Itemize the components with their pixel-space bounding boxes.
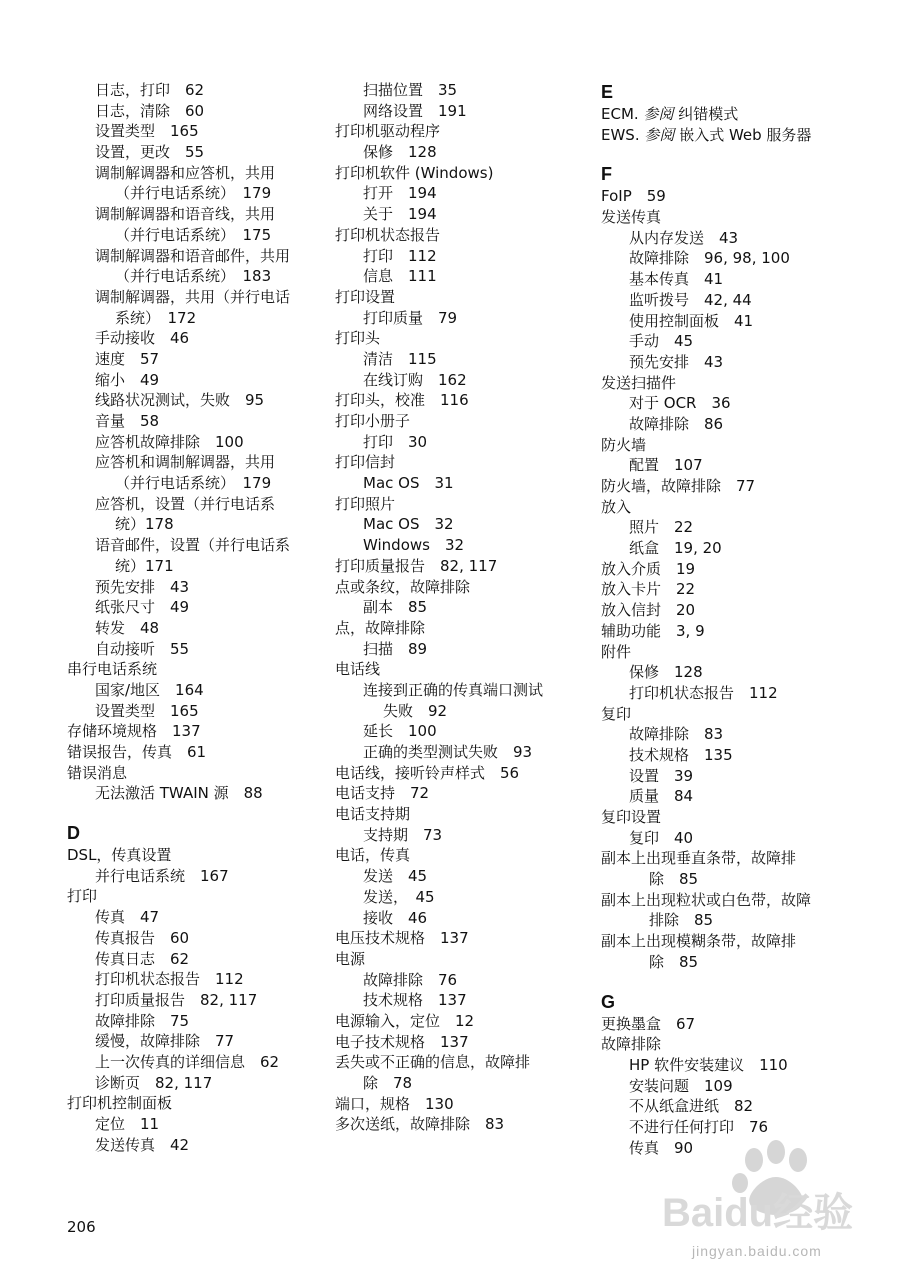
index-subentry: 无法激活 TWAIN 源 88 xyxy=(95,784,263,803)
index-subentry: 清洁 115 xyxy=(363,349,437,368)
index-subentry: 故障排除 76 xyxy=(363,970,458,989)
index-subentry: 统）178 xyxy=(115,515,174,534)
index-subentry: 安装问题 109 xyxy=(629,1076,733,1095)
index-entry: 辅助功能 3, 9 xyxy=(601,621,705,640)
page-number: 206 xyxy=(67,1218,96,1236)
index-subentry: 对于 OCR 36 xyxy=(629,394,731,413)
entry-term: EWS. xyxy=(601,125,640,144)
index-subentry: 传真 47 xyxy=(95,908,160,927)
index-entry: 电话线，接听铃声样式 56 xyxy=(335,763,520,782)
index-subentry: 照片 22 xyxy=(629,518,694,537)
index-subentry: 配置 107 xyxy=(629,456,703,475)
index-entry: 串行电话系统 xyxy=(67,660,158,679)
index-entry: 发送扫描件 xyxy=(601,373,677,392)
index-entry: 发送传真 xyxy=(601,208,662,227)
index-entry: 点或条纹，故障排除 xyxy=(335,577,471,596)
index-subentry: 语音邮件，设置（并行电话系 xyxy=(95,536,291,555)
index-subentry: 不进行任何打印 76 xyxy=(629,1117,769,1136)
index-entry: 复印设置 xyxy=(601,808,662,826)
index-entry xyxy=(601,125,911,146)
index-subentry: 定位 11 xyxy=(95,1115,160,1133)
index-subentry: 自动接听 55 xyxy=(95,639,190,658)
index-entry: 点，故障排除 xyxy=(335,618,426,637)
index-subentry: 保修 128 xyxy=(363,143,437,162)
index-subentry: 质量 84 xyxy=(629,787,694,806)
index-subentry: 除 85 xyxy=(649,870,699,889)
index-entry: 打印机驱动程序 xyxy=(335,122,441,141)
index-subentry: （并行电话系统） 183 xyxy=(115,267,272,286)
index-subentry: 关于 194 xyxy=(363,205,437,224)
index-letter-heading: F xyxy=(601,164,612,185)
index-entry: 电压技术规格 137 xyxy=(335,929,469,948)
index-entry: 更换墨盒 67 xyxy=(601,1014,696,1033)
index-entry: FoIP 59 xyxy=(601,187,666,206)
index-subentry: 音量 58 xyxy=(95,412,160,430)
index-subentry: 发送传真 42 xyxy=(95,1135,190,1154)
index-subentry: 打印机状态报告 112 xyxy=(95,970,244,989)
index-subentry: 诊断页 82, 117 xyxy=(95,1073,213,1092)
index-entry: 打印信封 xyxy=(335,453,396,472)
index-subentry: 支持期 73 xyxy=(363,825,443,844)
index-subentry: 调制解调器和语音邮件，共用 xyxy=(95,246,291,265)
index-subentry: 副本 85 xyxy=(363,598,428,617)
index-subentry: 正确的类型测试失败 93 xyxy=(363,743,533,761)
index-subentry: 预先安排 43 xyxy=(629,352,724,371)
index-subentry: 转发 48 xyxy=(95,618,160,637)
index-subentry: 传真 90 xyxy=(629,1138,694,1157)
index-subentry: 设置，更改 55 xyxy=(95,143,205,162)
entry-term: ECM. xyxy=(601,105,639,123)
index-letter-heading: D xyxy=(67,823,80,844)
index-entry: 防火墙 xyxy=(601,435,647,454)
index-subentry: 统）171 xyxy=(115,556,174,575)
index-entry: 丢失或不正确的信息，故障排 xyxy=(335,1053,531,1072)
index-subentry: 基本传真 41 xyxy=(629,270,724,289)
index-subentry: 打印 112 xyxy=(363,246,437,265)
index-subentry: 扫描 89 xyxy=(363,639,428,658)
index-column-3 xyxy=(601,80,911,1158)
index-subentry: 故障排除 96, 98, 100 xyxy=(629,249,790,268)
index-subentry: 纸张尺寸 49 xyxy=(95,598,190,617)
index-subentry: （并行电话系统） 179 xyxy=(115,474,272,493)
index-subentry: 在线订购 162 xyxy=(363,370,467,389)
index-subentry: 缩小 49 xyxy=(95,370,160,389)
index-subentry: 延长 100 xyxy=(363,722,437,741)
index-entry: 副本上出现模糊条带，故障排 xyxy=(601,932,797,951)
index-subentry: 连接到正确的传真端口测试 xyxy=(363,680,544,699)
index-entry: 错误报告，传真 61 xyxy=(67,743,207,761)
index-subentry: 调制解调器和语音线，共用 xyxy=(95,205,276,224)
index-subentry: Mac OS 31 xyxy=(363,474,454,493)
index-entry: 故障排除 xyxy=(601,1035,662,1054)
index-subentry: （并行电话系统） 179 xyxy=(115,184,272,203)
index-entry: 放入信封 20 xyxy=(601,601,696,620)
index-entry: 电话支持期 xyxy=(335,805,411,824)
index-subentry: 设置类型 165 xyxy=(95,122,199,141)
index-subentry: Mac OS 32 xyxy=(363,515,454,534)
index-subentry: 设置类型 165 xyxy=(95,701,199,720)
index-subentry: HP 软件安装建议 110 xyxy=(629,1055,788,1074)
see-target: 嵌入式 Web 服务器 xyxy=(679,125,812,144)
index-subentry: 不从纸盒进纸 82 xyxy=(629,1097,754,1116)
index-subentry: 手动接收 46 xyxy=(95,329,190,348)
index-subentry: 失败 92 xyxy=(383,701,448,720)
index-subentry: 手动 45 xyxy=(629,332,694,351)
index-subentry: 应答机和调制解调器，共用 xyxy=(95,453,276,472)
index-subentry: 信息 111 xyxy=(363,267,437,286)
index-subentry: 故障排除 86 xyxy=(629,414,724,433)
index-letter-heading: E xyxy=(601,82,614,102)
index-subentry: 传真日志 62 xyxy=(95,949,190,968)
index-subentry: 接收 46 xyxy=(363,908,428,927)
index-subentry: 保修 128 xyxy=(629,663,703,682)
index-subentry: 除 85 xyxy=(649,952,699,971)
index-subentry: 缓慢，故障排除 77 xyxy=(95,1032,235,1051)
index-subentry: 网络设置 191 xyxy=(363,101,467,120)
index-subentry: 技术规格 137 xyxy=(363,991,467,1010)
index-subentry: 应答机，设置（并行电话系 xyxy=(95,494,276,513)
index-subentry: 并行电话系统 167 xyxy=(95,866,229,885)
index-subentry: 从内存发送 43 xyxy=(629,228,739,247)
index-subentry: 上一次传真的详细信息 62 xyxy=(95,1052,280,1071)
baidu-jingyan-watermark xyxy=(662,1138,892,1263)
index-entry: 端口，规格 130 xyxy=(335,1094,454,1113)
index-entry: 打印小册子 xyxy=(335,412,411,430)
index-subentry: 打印质量报告 82, 117 xyxy=(95,990,258,1009)
index-subentry: 监听拨号 42, 44 xyxy=(629,290,752,309)
index-subentry: 除 78 xyxy=(363,1074,413,1092)
index-entry: 存储环境规格 137 xyxy=(67,722,201,741)
index-entry: 电源 xyxy=(335,949,366,968)
index-entry: 电子技术规格 137 xyxy=(335,1032,469,1051)
see-reference: 参阅 xyxy=(643,105,674,123)
index-column-2 xyxy=(335,80,593,1135)
see-reference: 参阅 xyxy=(644,125,675,144)
index-subentry: 传真报告 60 xyxy=(95,928,190,947)
index-entry: 打印质量报告 82, 117 xyxy=(335,556,498,575)
index-entry: 附件 xyxy=(601,642,632,661)
index-subentry: 速度 57 xyxy=(95,349,160,368)
index-subentry: 调制解调器和应答机，共用 xyxy=(95,163,276,182)
index-subentry: 技术规格 135 xyxy=(629,745,733,764)
index-subentry: 线路状况测试，失败 95 xyxy=(95,391,265,410)
index-entry: 副本上出现粒状或白色带，故障 xyxy=(601,890,812,909)
index-entry: 放入介质 19 xyxy=(601,559,696,578)
index-subentry: 发送， 45 xyxy=(363,887,435,906)
index-entry: 副本上出现垂直条带，故障排 xyxy=(601,849,797,868)
index-entry: 放入卡片 22 xyxy=(601,580,696,599)
index-column-1 xyxy=(67,80,325,1155)
index-subentry: 发送 45 xyxy=(363,867,428,886)
index-subentry: 打印质量 79 xyxy=(363,308,458,327)
index-entry: 电话线 xyxy=(335,660,381,679)
index-subentry: 应答机故障排除 100 xyxy=(95,432,244,451)
index-subentry: 调制解调器，共用（并行电话 xyxy=(95,287,291,306)
index-subentry: 使用控制面板 41 xyxy=(629,311,754,330)
index-entry: 打印 xyxy=(67,887,98,906)
index-subentry: 故障排除 75 xyxy=(95,1011,190,1030)
index-entry: 电话支持 72 xyxy=(335,784,430,803)
index-entry: 打印设置 xyxy=(335,287,396,306)
index-entry: 放入 xyxy=(601,497,632,516)
index-subentry: 国家/地区 164 xyxy=(95,680,204,699)
index-entry: 防火墙，故障排除 77 xyxy=(601,477,756,495)
index-entry: 复印 xyxy=(601,704,632,723)
index-subentry: 纸盒 19, 20 xyxy=(629,539,722,558)
index-entry: 错误消息 xyxy=(67,763,128,782)
index-entry: 电话，传真 xyxy=(335,846,411,865)
index-subentry: 日志，清除 60 xyxy=(95,101,205,120)
index-subentry: 日志，打印 62 xyxy=(95,81,205,99)
watermark-brand: Baidu经验 xyxy=(662,1191,854,1235)
index-entry: 打印照片 xyxy=(335,494,396,513)
index-subentry: （并行电话系统） 175 xyxy=(115,225,272,244)
index-letter-heading: G xyxy=(601,991,616,1012)
index-subentry: 复印 40 xyxy=(629,828,694,847)
index-entry: 打印机软件 (Windows) xyxy=(335,163,494,182)
index-entry xyxy=(601,104,911,125)
watermark-url: jingyan.baidu.com xyxy=(692,1243,822,1259)
index-subentry: 打印 30 xyxy=(363,432,428,451)
see-target: 纠错模式 xyxy=(678,105,739,123)
index-subentry: 预先安排 43 xyxy=(95,577,190,596)
index-subentry: 系统） 172 xyxy=(115,308,197,327)
index-entry: 多次送纸，故障排除 83 xyxy=(335,1115,505,1134)
index-subentry: 排除 85 xyxy=(649,911,714,930)
index-entry: 电源输入，定位 12 xyxy=(335,1011,475,1030)
index-subentry: 打开 194 xyxy=(363,184,437,203)
index-entry: 打印头，校准 116 xyxy=(335,391,469,410)
index-subentry: 扫描位置 35 xyxy=(363,81,458,99)
index-entry: 打印头 xyxy=(335,329,381,348)
index-subentry: Windows 32 xyxy=(363,536,465,555)
index-entry: 打印机状态报告 xyxy=(335,225,441,244)
index-entry: DSL，传真设置 xyxy=(67,846,172,865)
index-subentry: 设置 39 xyxy=(629,766,694,785)
index-subentry: 故障排除 83 xyxy=(629,725,724,744)
index-subentry: 打印机状态报告 112 xyxy=(629,683,778,702)
index-entry: 打印机控制面板 xyxy=(67,1094,173,1113)
